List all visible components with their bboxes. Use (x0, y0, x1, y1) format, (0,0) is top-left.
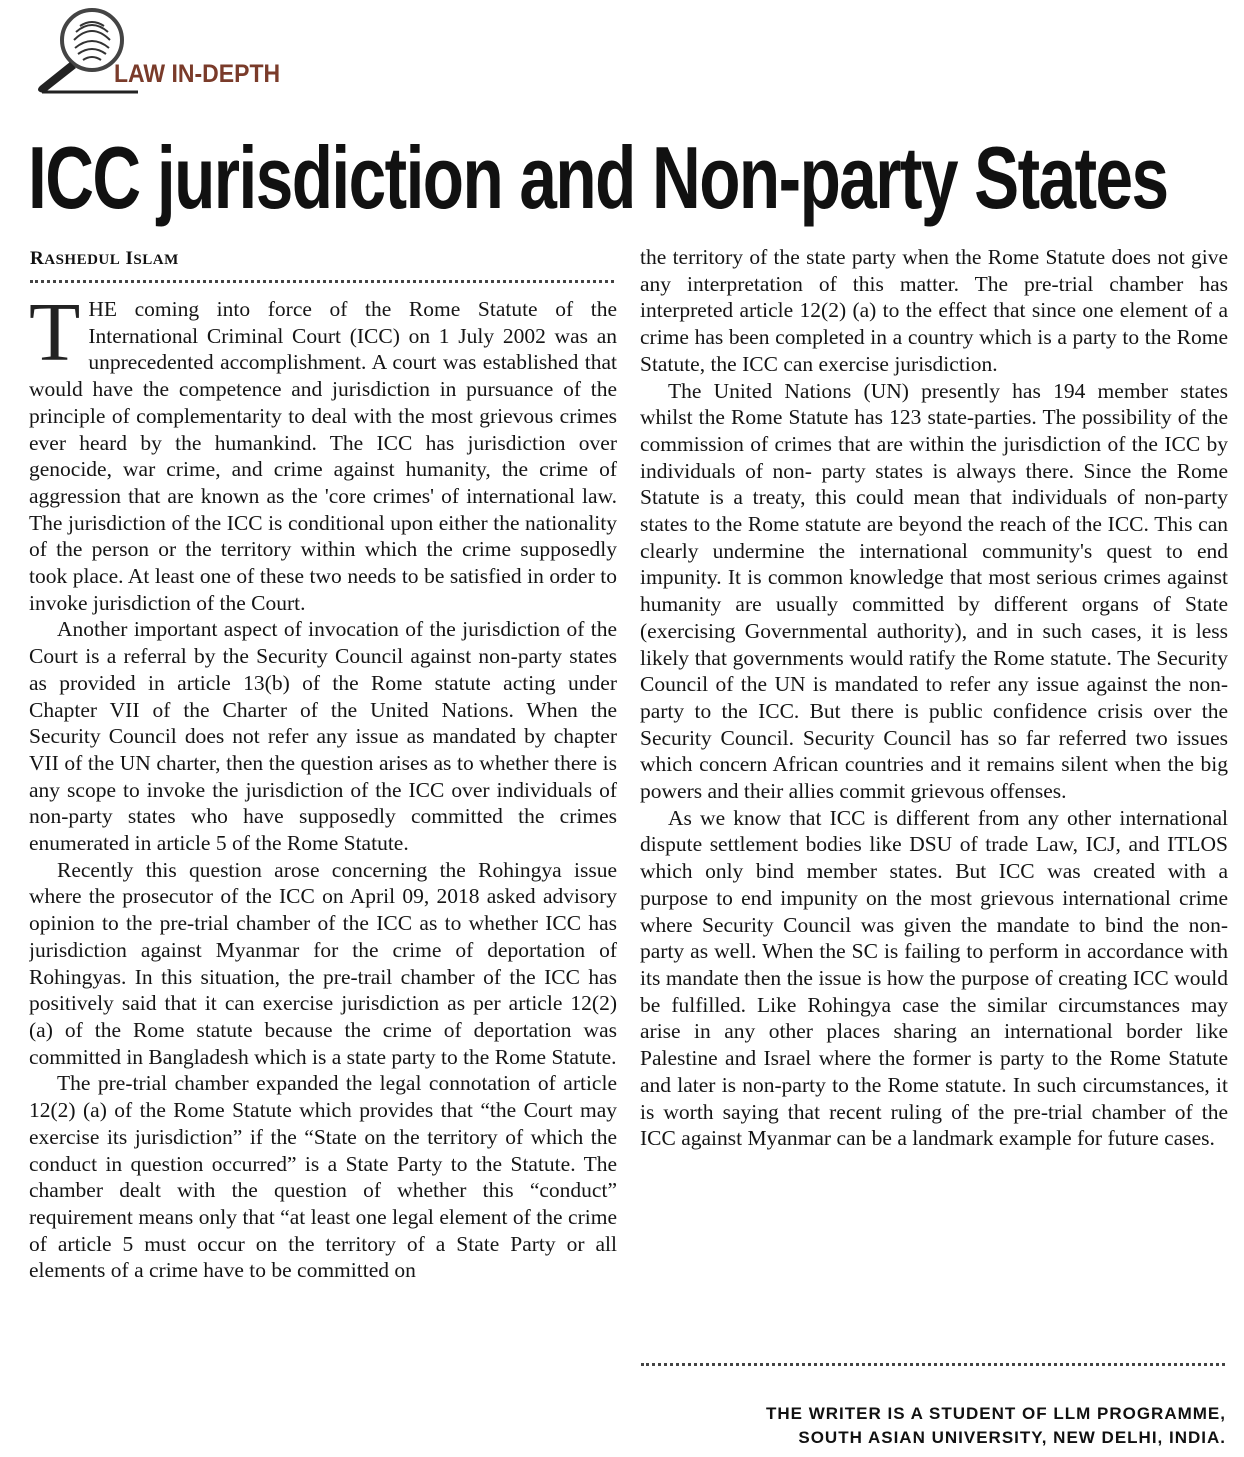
section-label: LAW IN-DEPTH (114, 60, 281, 88)
paragraph-rohingya: Recently this question arose concerning the Rohingya issue where the prosecutor of the ICC on April 09, 2018 asked advisory opinion to the pre-trial chamber of the ICC as to whether ICC has jurisdiction against Myanmar for the crime of deportation of Rohingyas. In this situation, the pre-trail chamber of the ICC has positively said that it can exercise jurisdiction as per article 12(2) (a) of the Rome statute because the crime of deportation was committed in Bangladesh which is a state party to the Rome Statute. (29, 857, 617, 1069)
divider-top (30, 280, 614, 283)
writer-note (766, 1402, 1226, 1450)
writer-note-line2: SOUTH ASIAN UNIVERSITY, NEW DELHI, INDIA. (798, 1428, 1226, 1447)
paragraph-pretrial-part1: The pre-trial chamber expanded the legal connotation of article 12(2) (a) of the Rome Statute which provides that “the Court may exercise its jurisdiction” if the “State on the territory of which the conduct in question occurred” is a State Party to the Statute. The chamber dealt with the question of whether this “conduct” requirement means only that “at least one legal element of the crime of article 5 must occur on the territory of a State Party or all elements of a crime have to be committed on (29, 1071, 617, 1283)
paragraph-pretrial-part2: the territory of the state party when the Rome Statute does not give any interpretation of this matter. The pre-trial chamber has interpreted article 12(2) (a) to the effect that since one element of a crime has been completed in a country which is a party to the Rome Statute, the ICC can exercise jurisdiction. (640, 245, 1228, 376)
writer-note-line1: THE WRITER IS A STUDENT OF LLM PROGRAMME, (766, 1404, 1226, 1423)
author-first-initial: R (30, 248, 45, 269)
paragraph-intro-text: HE coming into force of the Rome Statute of the International Criminal Court (ICC) on 1 July 2002 was an unprecedented accomplishment. A court was established that would have the competence and jurisdiction in pursuance of the principle of complementarity to deal with the most grievous crimes ever heard by the humankind. The ICC has jurisdiction over genocide, war crime, and crime against humanity, the crime of aggression that are known as the 'core crimes' of international law. The jurisdiction of the ICC is conditional upon either the nationality of the person or the territory within which the crime supposedly took place. At least one of these two needs to be satisfied in order to invoke jurisdiction of the Court. (29, 297, 617, 615)
article-headline: ICC jurisdiction and Non-party States (28, 128, 1168, 227)
author-last-initial: I (125, 248, 134, 269)
paragraph-conclusion: As we know that ICC is different from any other international dispute settlement bodies like DSU of trade Law, ICJ, and ITLOS which only bind member states. But ICC was created with a purpose to end impunity on the most grievous international crime where Security Council was given the mandate to bind the non-party as well. When the SC is failing to perform in accordance with its mandate then the issue is how the purpose of creating ICC would be fulfilled. Like Rohingya case the similar circumstances may arise in any other places sharing an international border like Palestine and Israel where the former is party to the Rome Statute and later is non-party to the Rome statute. In such circumstances, it is worth saying that recent ruling of the pre-trial chamber of the ICC against Myanmar can be a landmark example for future cases. (640, 805, 1228, 1151)
author-byline (30, 248, 179, 270)
author-last-rest: SLAM (133, 252, 179, 268)
author-first-rest: ASHEDUL (44, 252, 121, 268)
paragraph-un-members: The United Nations (UN) presently has 194 member states whilst the Rome Statute has 123 state-parties. The possibility of the commission of crimes that are within the jurisdiction of the ICC by individuals of non- party states is always there. Since the Rome Statute is a treaty, this could mean that individuals of non-party states to the Rome statute are beyond the reach of the ICC. This can clearly undermine the international community's quest to end impunity. It is common knowledge that most serious crimes against humanity are usually committed by different organs of State (exercising Governmental authority), and in such cases, it is less likely that governments would ratify the Rome statute. The Security Council of the UN is mandated to refer any issue against the non-party to the ICC. But there is public confidence crisis over the Security Council. Security Council has so far referred two issues which concern African countries and it remains silent when the big powers and their allies commit grievous offenses. (640, 378, 1228, 804)
drop-cap: T (29, 296, 81, 379)
article-column-left (29, 296, 617, 1441)
divider-bottom (641, 1363, 1225, 1366)
paragraph-intro (29, 296, 617, 616)
paragraph-security-council: Another important aspect of invocation of the jurisdiction of the Court is a referral by the Security Council against non-party states as provided in article 13(b) of the Rome statute acting under Chapter VII of the Charter of the United Nations. When the Security Council does not refer any issue as mandated by chapter VII of the UN charter, then the question arises as to whether there is any scope to invoke the jurisdiction of the ICC over individuals of non-party states who have supposedly committed the crimes enumerated in article 5 of the Rome Statute. (29, 617, 617, 856)
article-column-right (640, 244, 1228, 1354)
